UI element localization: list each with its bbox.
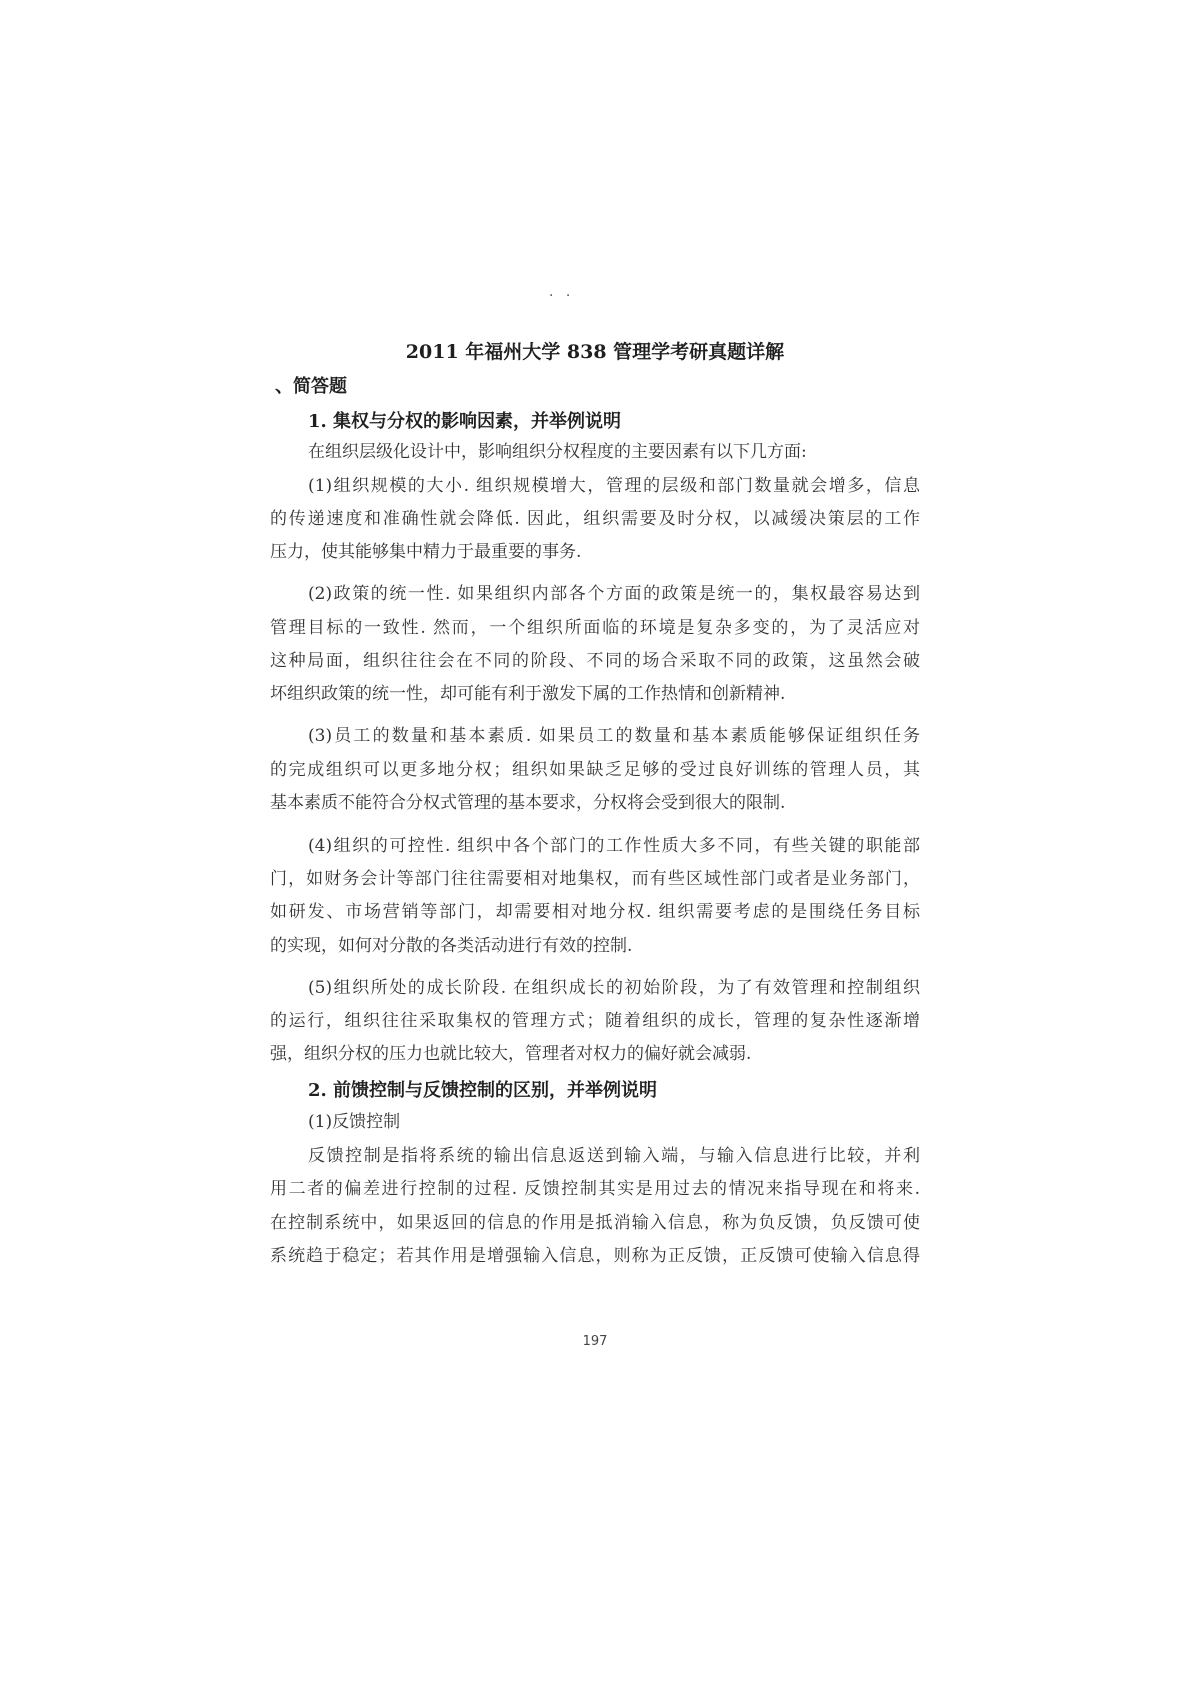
paragraph-line: 基本素质不能符合分权式管理的基本要求，分权将会受到很大的限制. (270, 793, 786, 813)
paragraph-line: 的完成组织可以更多地分权；组织如果缺乏足够的受过良好训练的管理人员，其 (270, 760, 920, 780)
paragraph-line: 的实现，如何对分散的各类活动进行有效的控制. (270, 936, 633, 956)
paragraph-line: 如研发、市场营销等部门，却需要相对地分权. 组织需要考虑的是围绕任务目标 (270, 902, 920, 922)
paragraph-line: 用二者的偏差进行控制的过程. 反馈控制其实是用过去的情况来指导现在和将来. (270, 1179, 920, 1199)
paragraph-line: 在控制系统中，如果返回的信息的作用是抵消输入信息，称为负反馈，负反馈可使 (270, 1213, 920, 1233)
paragraph-line: 压力，使其能够集中精力于最重要的事务. (270, 542, 582, 562)
paragraph-line: 管理目标的一致性. 然而，一个组织所面临的环境是复杂多变的，为了灵活应对 (270, 618, 920, 638)
paragraph-line: 反馈控制是指将系统的输出信息返送到输入端，与输入信息进行比较，并利 (308, 1146, 920, 1166)
paragraph-line: 门，如财务会计等部门往往需要相对地集权，而有些区域性部门或者是业务部门， (270, 869, 920, 889)
question-1-heading: 1. 集权与分权的影响因素，并举例说明 (308, 411, 622, 432)
document-title: 2011 年福州大学 838 管理学考研真题详解 (405, 341, 785, 363)
paragraph-line: (2)政策的统一性. 如果组织内部各个方面的政策是统一的，集权最容易达到 (308, 584, 920, 604)
question-2-subheading: (1)反馈控制 (308, 1112, 401, 1132)
paragraph-line: 强，组织分权的压力也就比较大，管理者对权力的偏好就会减弱. (270, 1044, 752, 1064)
paragraph-line: 坏组织政策的统一性，却可能有利于激发下属的工作热情和创新精神. (270, 684, 786, 704)
paragraph-line: 系统趋于稳定；若其作用是增强输入信息，则称为正反馈，正反馈可使输入信息得 (270, 1246, 920, 1266)
section-title: 、简答题 (275, 376, 347, 397)
paragraph-line: (4)组织的可控性. 组织中各个部门的工作性质大多不同，有些关键的职能部 (308, 836, 920, 856)
paragraph-line: (1)组织规模的大小. 组织规模增大，管理的层级和部门数量就会增多，信息 (308, 476, 920, 496)
paragraph-line: 的运行，组织往往采取集权的管理方式；随着组织的成长，管理的复杂性逐渐增 (270, 1011, 920, 1031)
paragraph-line: (3)员工的数量和基本素质. 如果员工的数量和基本素质能够保证组织任务 (308, 726, 920, 746)
question-1-intro: 在组织层级化设计中，影响组织分权程度的主要因素有以下几方面: (308, 442, 807, 462)
page-number: 197 (582, 1334, 608, 1349)
paragraph-line: (5)组织所处的成长阶段. 在组织成长的初始阶段，为了有效管理和控制组织 (308, 978, 920, 998)
paragraph-line: 这种局面，组织往往会在不同的阶段、不同的场合采取不同的政策，这虽然会破 (270, 651, 920, 671)
paragraph-line: 的传递速度和准确性就会降低. 因此，组织需要及时分权，以减缓决策层的工作 (270, 509, 920, 529)
page-dots: · · (549, 288, 575, 304)
question-2-heading: 2. 前馈控制与反馈控制的区别，并举例说明 (308, 1080, 658, 1101)
